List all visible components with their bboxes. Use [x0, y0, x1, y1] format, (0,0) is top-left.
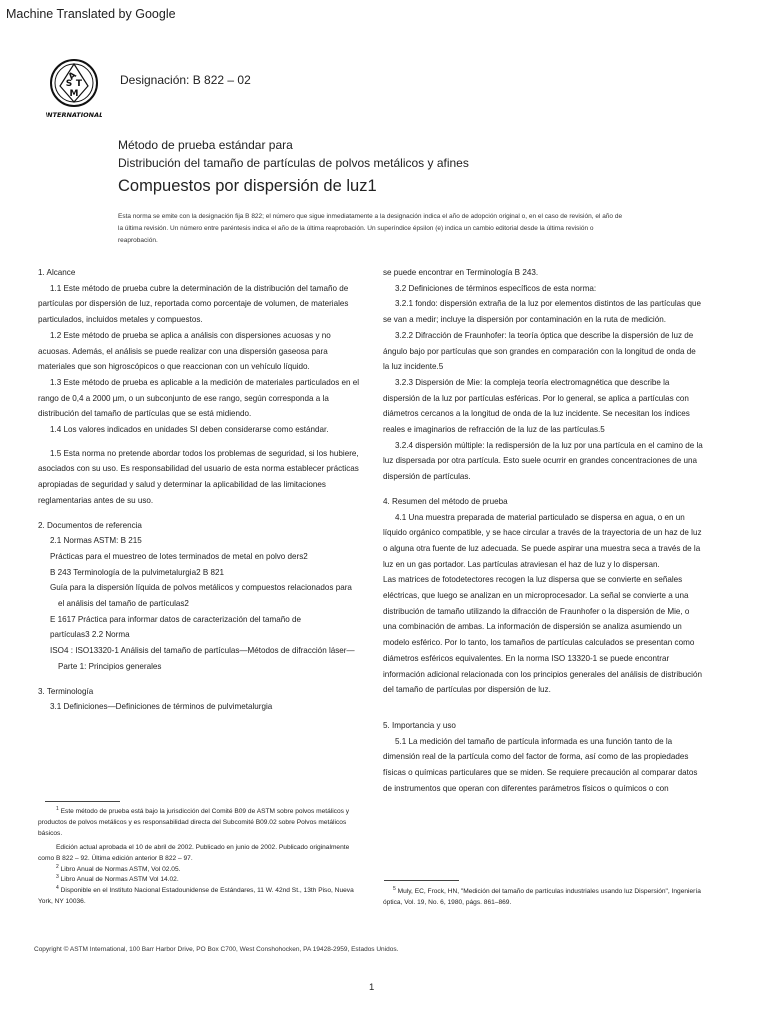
- footnote-5-mark: 5: [393, 885, 396, 892]
- paragraph-1-3: 1.3 Este método de prueba es aplicable a la medición de materiales particulados en el rango de 0,4 a 2000 µm, o un subconjunto de ese rango, según corresponda a la distribución del tamaño de partículas que se está midiendo.: [38, 377, 360, 419]
- paragraph-1-1: 1.1 Este método de prueba cubre la determinación de la distribución del tamaño de partículas por dispersión de luz, reportada como porcentaje de volumen, de materiales particulados, incluidos metales y compuestos.: [38, 283, 349, 325]
- svg-text:M: M: [69, 89, 79, 99]
- paragraph-4-1b: Las matrices de fotodetectores recogen la luz dispersa que se convierte en señales eléctricas, que luego se analizan en un microprocesador. La señal se convierte a una distribución de tamaño utilizando la difracción de Fraunhofer o la dispersión de Mie, o una combinación de ambas. La información de dispersión se analiza asumiendo un modelo esférico. Por lo tanto, los tamaños de partículas calculados se presentan como diámetros esféricos equivalentes. En la norma ISO 13320-1 se puede encontrar información adicional relacionada con los principios generales del análisis de distribución del tamaño de partículas por dispersión de luz.: [383, 575, 702, 695]
- paragraph-3-2-3: 3.2.3 Dispersión de Mie: la compleja teoría electromagnética que describe la dispersión de la luz por partículas esféricas. Por lo general, se aplica a partículas con diámetros cercanos a la longitud de onda de la luz incidente. Se necesitan los índices reales e imaginarios de refracción de la luz de las partículas.5: [383, 377, 690, 435]
- page-number: 1: [369, 982, 375, 993]
- footnote-rule-right: [384, 880, 459, 881]
- paragraph-5-1: 5.1 La medición del tamaño de partícula informada es una función tanto de la dimensión real de la partícula como del factor de forma, así como de las propiedades físicas o químicas particulares que se miden. Se requiere precaución al comparar datos de instrumentos que operan con diferentes parámetros físicos o químicos o con: [383, 736, 698, 793]
- footnote-3: Libro Anual de Normas ASTM Vol 14.02.: [60, 876, 179, 884]
- footnote-2: Libro Anual de Normas ASTM, Vol 02.05.: [60, 865, 181, 873]
- astm-logo-icon: [46, 58, 102, 120]
- svg-text:A: A: [66, 70, 79, 83]
- section-4-heading: 4. Resumen del método de prueba: [383, 496, 508, 506]
- svg-text:S: S: [65, 79, 73, 89]
- footnote-rule-left: [45, 801, 120, 802]
- section-1-heading: 1. Alcance: [38, 268, 76, 277]
- footnote-4: Disponible en el Instituto Nacional Estadounidense de Estándares, 11 W. 42nd St., 13th Piso, Nueva York, NY 10036.: [38, 887, 354, 906]
- paragraph-1-4: 1.4 Los valores indicados en unidades SI deben considerarse como estándar.: [50, 425, 329, 435]
- paragraph-3-2-4: 3.2.4 dispersión múltiple: la redispersión de la luz por una partícula en el camino de la luz dispersada por otra partícula. Esto suele ocurrir en grandes concentraciones de una dispersión de partículas.: [383, 440, 703, 482]
- right-column: [383, 265, 703, 797]
- footnote-4-mark: 4: [56, 885, 59, 892]
- paragraph-1-2: 1.2 Este método de prueba se aplica a análisis con dispersiones acuosas y no acuosas. Además, el análisis se puede realizar con una dispersión gaseosa para materiales que son higroscópicos o que reaccionan con un vehículo líquido.: [38, 330, 331, 372]
- machine-translation-banner: Machine Translated by Google: [6, 7, 176, 21]
- paragraph-3-1: 3.1 Definiciones—Definiciones de términos de pulvimetalurgia: [50, 702, 273, 712]
- paragraph-3-2-1: 3.2.1 fondo: dispersión extraña de la luz por elementos distintos de las partículas que se van a medir; incluye la dispersión por contaminación en la ruta de medición.: [383, 299, 701, 325]
- footnote-2-mark: 2: [56, 863, 59, 870]
- paragraph-3-2: 3.2 Definiciones de términos específicos de esta norma:: [395, 283, 597, 293]
- footnote-5: Muly, EC, Frock, HN, "Medición del tamaño de partículas industriales usando luz Dispersión", Ingeniería óptica, Vol. 19, No. 6, 1980, págs. 861–869.: [383, 888, 701, 906]
- footnotes-right: [383, 886, 705, 908]
- footnote-3-mark: 3: [56, 874, 59, 881]
- section-2-heading: 2. Documentos de referencia: [38, 520, 142, 530]
- svg-text:INTERNATIONAL: INTERNATIONAL: [46, 111, 102, 119]
- copyright: Copyright © ASTM International, 100 Barr Harbor Drive, PO Box C700, West Conshohocken, PA 19428-2959, Estados Unidos.: [34, 946, 399, 953]
- title-line-2: Distribución del tamaño de partículas de polvos metálicos y afines: [118, 156, 469, 170]
- reference-2-2: partículas3 2.2 Norma: [50, 630, 130, 640]
- svg-text:T: T: [75, 79, 83, 89]
- reference-iso13320: ISO4 : ISO13320-1 Análisis del tamaño de partículas—Métodos de difracción láser—Parte 1: Principios generales: [50, 646, 355, 671]
- title-line-1: Método de prueba estándar para: [118, 138, 293, 152]
- paragraph-3-1-continued: se puede encontrar en Terminología B 243.: [383, 268, 539, 277]
- paragraph-3-2-2: 3.2.2 Difracción de Fraunhofer: la teoría óptica que describe la dispersión de luz de ángulo bajo por partículas que son grandes en comparación con la longitud de onda de la luz incidente.5: [383, 330, 696, 372]
- footnotes-left: [38, 807, 366, 908]
- footnote-1: Este método de prueba está bajo la jurisdicción del Comité B09 de ASTM sobre polvos metálicos y productos de polvos metálicos y es responsabilidad directa del Subcomité B09.02 sobre Polvos metálicos básicos.: [38, 808, 350, 837]
- reference-b215: Prácticas para el muestreo de lotes terminados de metal en polvo ders2: [50, 551, 308, 561]
- section-3-heading: 3. Terminología: [38, 686, 94, 696]
- footnote-1-mark: 1: [56, 805, 59, 812]
- reference-b821: Guía para la dispersión líquida de polvos metálicos y compuestos relacionados para el análisis del tamaño de partículas2: [50, 583, 352, 609]
- reference-e1617: E 1617 Práctica para informar datos de caracterización del tamaño de: [50, 614, 302, 624]
- section-5-heading: 5. Importancia y uso: [383, 720, 456, 730]
- title-line-3: Compuestos por dispersión de luz1: [118, 177, 377, 195]
- paragraph-2-1: 2.1 Normas ASTM: B 215: [50, 536, 142, 546]
- reference-b243: B 243 Terminología de la pulvimetalurgia2 B 821: [50, 567, 224, 577]
- designation: Designación: B 822 – 02: [120, 73, 251, 87]
- issuance-notice: Esta norma se emite con la designación fija B 822; el número que sigue inmediatamente a la designación indica el año de adopción original o, en el caso de revisión, el año de la última revisión. Un número entre paréntesis indica el año de la última reaprobación. Un superíndice épsilon (e) indica un cambio editorial desde la última revisión o reaprobación.: [118, 213, 623, 244]
- left-column: [38, 265, 360, 715]
- footnote-1-edition: Edición actual aprobada el 10 de abril de 2002. Publicado en junio de 2002. Publicado originalmente como B 822 – 92. Última edición anterior B 822 – 97.: [38, 843, 350, 862]
- paragraph-4-1a: 4.1 Una muestra preparada de material particulado se dispersa en agua, o en un líquido orgánico compatible, y se hace circular a través de la trayectoria de un haz de luz o alguna otra fuente de luz adecuada. Se puede aspirar una muestra seca a través de la luz en un gas portador. Las partículas atraviesan el haz de luz y lo dispersan.: [383, 512, 702, 569]
- paragraph-1-5: 1.5 Esta norma no pretende abordar todos los problemas de seguridad, si los hubiere, asociados con su uso. Es responsabilidad del usuario de esta norma establecer prácticas apropiadas de seguridad y salud y determinar la aplicabilidad de las limitaciones reglamentarias antes de su uso.: [38, 448, 359, 505]
